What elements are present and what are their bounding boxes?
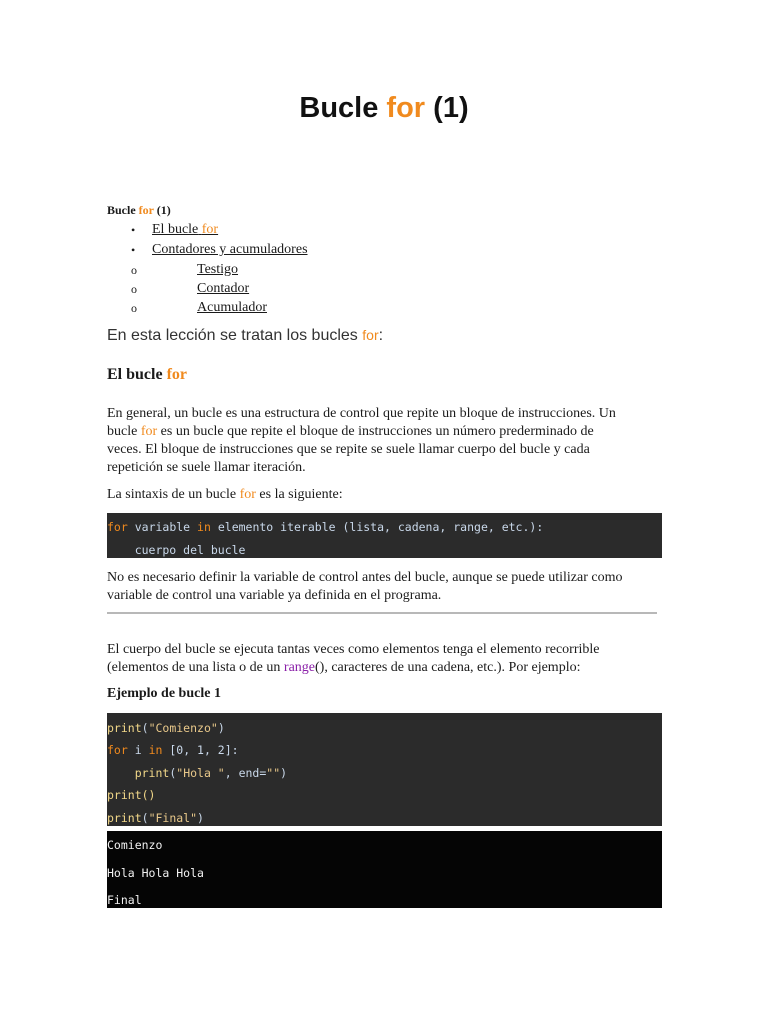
bullet-icon: • — [131, 243, 136, 257]
toc-heading: Bucle for (1) — [107, 203, 171, 217]
sub-bullet-icon: o — [131, 301, 137, 315]
sub-bullet-icon: o — [131, 282, 137, 296]
sub-bullet-icon: o — [131, 263, 137, 277]
paragraph-iteration: El cuerpo del bucle se ejecuta tantas veces como elementos tenga el elemento recorrible (elementos de una lista o de un range(), caracteres de una cadena, etc.). Por ejemplo: — [107, 642, 600, 675]
toc-link-el-bucle[interactable]: El bucle for — [152, 222, 219, 237]
syntax-code-block: for variable in elemento iterable (lista, cadena, range, etc.): cuerpo del bucle — [107, 513, 662, 558]
paragraph-control-variable: No es necesario definir la variable de control antes del bucle, aunque se puede utilizar como variable de control una variable ya definida en el programa. — [107, 570, 623, 603]
title-keyword: for — [386, 92, 426, 124]
section-heading-el-bucle: El bucle for — [107, 366, 187, 383]
example-heading: Ejemplo de bucle 1 — [107, 686, 221, 701]
output-line: Final — [107, 893, 142, 907]
toc-link-contadores[interactable]: Contadores y acumuladores — [152, 242, 308, 257]
example-code-block: print("Comienzo") for i in [0, 1, 2]: print("Hola ", end="") print() print("Final") — [107, 713, 662, 826]
output-line: Comienzo — [107, 838, 163, 852]
divider — [107, 612, 657, 614]
intro-text: En esta lección se tratan los bucles for: — [107, 327, 384, 344]
paragraph-definition: En general, un bucle es una estructura de control que repite un bloque de instrucciones. Un bucle for es un bucle que repite el bloque de instrucciones un número prederminado de veces. El bloque de instrucciones que se repite se suele llamar cuerpo del bucle y cada repetición se suele llamar iteración. — [107, 406, 616, 475]
page-title: Bucle for (1) — [299, 92, 469, 124]
toc-link-testigo[interactable]: Testigo — [197, 262, 239, 277]
bullet-icon: • — [131, 223, 136, 237]
toc-link-acumulador[interactable]: Acumulador — [197, 300, 267, 315]
paragraph-syntax-intro: La sintaxis de un bucle for es la siguiente: — [107, 487, 343, 502]
output-line: Hola Hola Hola — [107, 866, 204, 880]
example-output-block — [107, 831, 662, 908]
toc-link-contador[interactable]: Contador — [197, 281, 250, 296]
